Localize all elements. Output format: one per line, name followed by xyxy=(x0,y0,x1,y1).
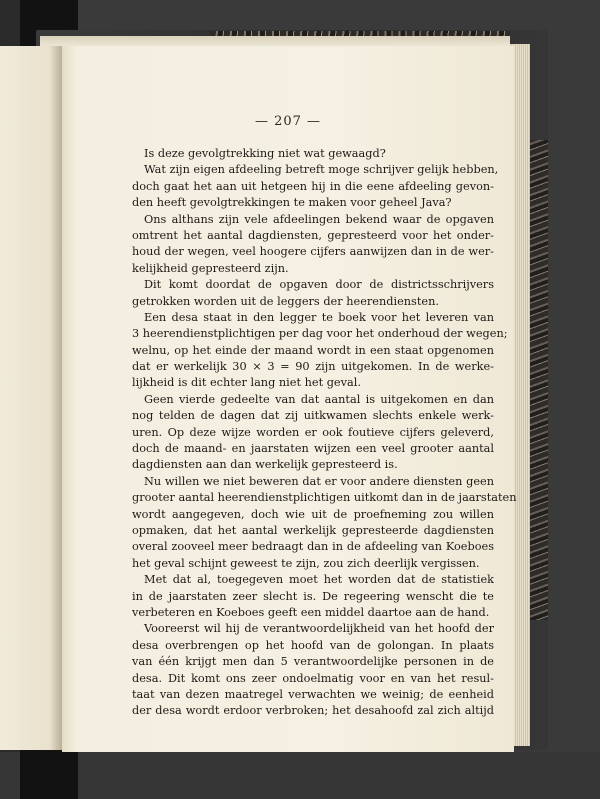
bottom-scan-border xyxy=(20,752,78,799)
text-line: desa. Dit komt ons zeer ondoelmatig voor en van het resul- xyxy=(132,671,494,685)
text-line: wordt aangegeven, doch wie uit de proefneming zou willen xyxy=(132,507,494,521)
text-line: Nu willen we niet beweren dat er voor andere diensten geen xyxy=(144,474,494,488)
text-line: dagdiensten aan dan werkelijk gepresteerd is. xyxy=(132,458,398,472)
text-line: der desa wordt erdoor verbroken; het desahoofd zal zich altijd xyxy=(132,704,494,718)
bottom-background xyxy=(0,752,600,799)
text-line: grooter aantal heerendienstplichtigen uitkomt dan in de jaarstaten xyxy=(132,491,517,505)
text-line: Geen vierde gedeelte van dat aantal is uitgekomen en dan xyxy=(144,392,494,406)
text-line: van één krijgt men dan 5 verantwoordelijke personen in de xyxy=(132,655,494,669)
right-page xyxy=(62,46,517,752)
text-line: getrokken worden uit de leggers der heerendiensten. xyxy=(132,294,439,308)
text-line: het geval schijnt geweest te zijn, zou zich deerlijk vergissen. xyxy=(132,556,480,570)
text-line: houd der wegen, veel hoogere cijfers aanwijzen dan in de wer- xyxy=(132,245,494,259)
text-line: doch gaat het aan uit hetgeen hij in die eene afdeeling gevon- xyxy=(132,179,494,193)
text-line: opmaken, dat het aantal werkelijk gepresteerde dagdiensten xyxy=(132,523,494,537)
text-line: doch de maand- en jaarstaten wijzen een veel grooter aantal xyxy=(132,442,494,456)
text-line: kelijkheid gepresteerd zijn. xyxy=(132,261,289,275)
text-line: omtrent het aantal dagdiensten, gepresteerd voor het onder- xyxy=(132,228,494,242)
text-line: welnu, op het einde der maand wordt in een staat opgenomen xyxy=(132,343,494,357)
text-line: lijkheid is dit echter lang niet het geval. xyxy=(132,376,361,390)
text-line: dat er werkelijk 30 × 3 = 90 zijn uitgekomen. In de werke- xyxy=(132,360,494,374)
text-line: den heeft gevolgtrekkingen te maken voor geheel Java? xyxy=(132,196,452,210)
text-line: Een desa staat in den legger te boek voor het leveren van xyxy=(144,310,494,324)
text-line: Ons althans zijn vele afdeelingen bekend waar de opgaven xyxy=(144,212,494,226)
text-line: verbeteren en Koeboes geeft een middel daartoe aan de hand. xyxy=(132,605,490,619)
text-line: Wat zijn eigen afdeeling betreft moge schrijver gelijk hebben, xyxy=(144,163,499,177)
text-line: uren. Op deze wijze worden er ook foutieve cijfers geleverd, xyxy=(132,425,494,439)
text-line: 3 heerendienstplichtigen per dag voor het onderhoud der wegen; xyxy=(132,327,508,341)
text-line: overal zooveel meer bedraagt dan in de afdeeling van Koeboes xyxy=(132,540,494,554)
text-line: nog telden de dagen dat zij uitkwamen slechts enkele werk- xyxy=(132,409,494,423)
text-line: Vooreerst wil hij de verantwoordelijkheid van het hoofd der xyxy=(144,622,494,636)
body-text xyxy=(132,146,517,720)
text-line: Is deze gevolgtrekking niet wat gewaagd? xyxy=(144,147,386,160)
text-line: Met dat al, toegegeven moet het worden dat de statistiek xyxy=(144,573,494,587)
page-number: — 207 — xyxy=(254,114,322,129)
text-line: in de jaarstaten zeer slecht is. De regeering wenscht die te xyxy=(132,589,494,603)
text-line: Dit komt doordat de opgaven door de districtsschrijvers xyxy=(144,278,494,292)
text-line: taat van dezen maatregel verwachten we weinig; de eenheid xyxy=(132,687,494,701)
text-line: desa overbrengen op het hoofd van de golongan. In plaats xyxy=(132,638,494,652)
